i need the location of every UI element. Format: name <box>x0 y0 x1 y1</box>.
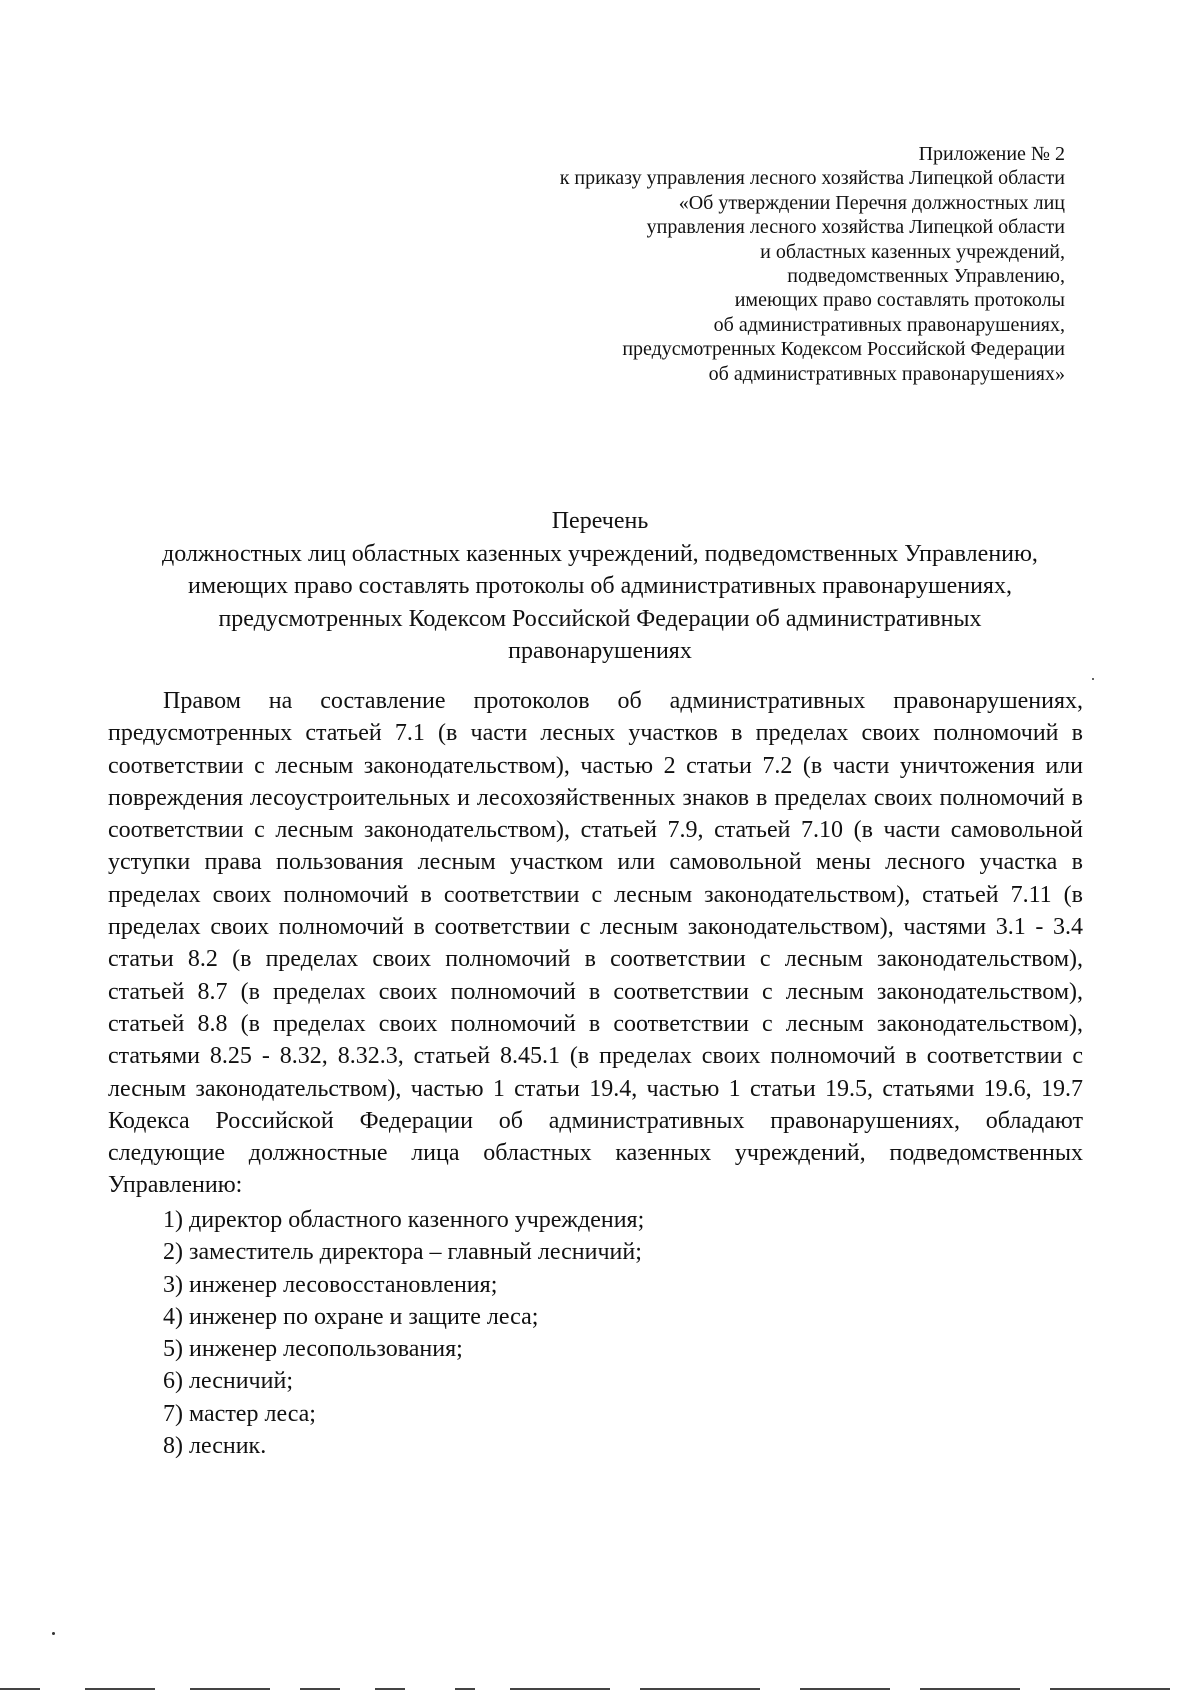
scan-edge-line <box>800 1688 890 1690</box>
document-title <box>100 505 1100 668</box>
appendix-line: подведомственных Управлению, <box>787 265 1065 288</box>
scan-edge-line <box>85 1688 155 1690</box>
appendix-line: Приложение № 2 <box>918 143 1065 165</box>
scan-edge-line <box>0 1688 40 1690</box>
appendix-line: «Об утверждении Перечня должностных лиц <box>678 191 1065 214</box>
scan-edge-line <box>300 1688 340 1690</box>
list-item: 3) инженер лесовосстановления; <box>163 1271 498 1298</box>
scan-edge-line <box>190 1688 270 1690</box>
appendix-line: к приказу управления лесного хозяйства Липецкой области <box>559 167 1065 190</box>
appendix-line: и областных казенных учреждений, <box>760 240 1065 263</box>
list-item: 7) мастер леса; <box>163 1400 316 1427</box>
appendix-line: имеющих право составлять протоколы <box>734 289 1065 312</box>
scan-speck <box>52 1632 55 1635</box>
scan-edge-line <box>1050 1688 1170 1690</box>
appendix-line: предусмотренных Кодексом Российской Федерации <box>622 338 1065 361</box>
list-item: 1) директор областного казенного учреждения; <box>163 1207 645 1233</box>
scan-edge-line <box>920 1688 1020 1690</box>
list-item: 5) инженер лесопользования; <box>163 1336 463 1363</box>
appendix-line: управления лесного хозяйства Липецкой области <box>646 216 1065 239</box>
title-line: предусмотренных Кодексом Российской Федерации об административных <box>218 605 982 632</box>
scan-edge-line <box>640 1688 760 1690</box>
officials-list <box>163 1204 963 1462</box>
appendix-header <box>345 142 1065 386</box>
title-line: имеющих право составлять протоколы об административных правонарушениях, <box>188 573 1012 599</box>
title-line: должностных лиц областных казенных учреждений, подведомственных Управлению, <box>162 540 1038 567</box>
scan-edge-line <box>455 1688 475 1690</box>
scan-edge-line <box>510 1688 610 1690</box>
body-paragraph: Правом на составление протоколов об административных правонарушениях, предусмотренных статьей 7.1 (в части лесных участков в пределах своих полномочий в соответствии с лесным законодательством), частью 2 статьи 7.2 (в части уничтожения или повреждения лесоустроительных и лесохозяйственных знаков в пределах своих полномочий в соответствии с лесным законодательством), статьей 7.9, статьей 7.10 (в части самовольной уступки права пользования лесным участком или самовольной мены лесного участка в пределах своих полномочий в соответствии с лесным законодательством), статьей 7.11 (в пределах своих полномочий в соответствии с лесным законодательством), частями 3.1 - 3.4 статьи 8.2 (в пределах своих полномочий в соответствии с лесным законодательством), статьей 8.7 (в пределах своих полномочий в соответствии с лесным законодательством), статьей 8.8 (в пределах своих полномочий в соответствии с лесным законодательством), статьями 8.25 - 8.32, 8.32.3, статьей 8.45.1 (в пределах своих полномочий в соответствии с лесным законодательством), частью 1 статьи 19.4, частью 1 статьи 19.5, статьями 19.6, 19.7 Кодекса Российской Федерации об административных правонарушениях, обладают следующие должностные лица областных казенных учреждений, подведомственных Управлению: <box>108 688 1083 1199</box>
list-item: 2) заместитель директора – главный лесничий; <box>163 1239 642 1266</box>
list-item: 6) лесничий; <box>163 1368 293 1395</box>
appendix-line: об административных правонарушениях, <box>713 313 1065 336</box>
scan-speck <box>1092 678 1094 680</box>
appendix-line: об административных правонарушениях» <box>708 362 1065 385</box>
title-line: правонарушениях <box>508 638 692 664</box>
title-line: Перечень <box>551 508 649 534</box>
list-item: 8) лесник. <box>163 1433 267 1460</box>
scan-edge-line <box>375 1688 405 1690</box>
list-item: 4) инженер по охране и защите леса; <box>163 1303 539 1330</box>
